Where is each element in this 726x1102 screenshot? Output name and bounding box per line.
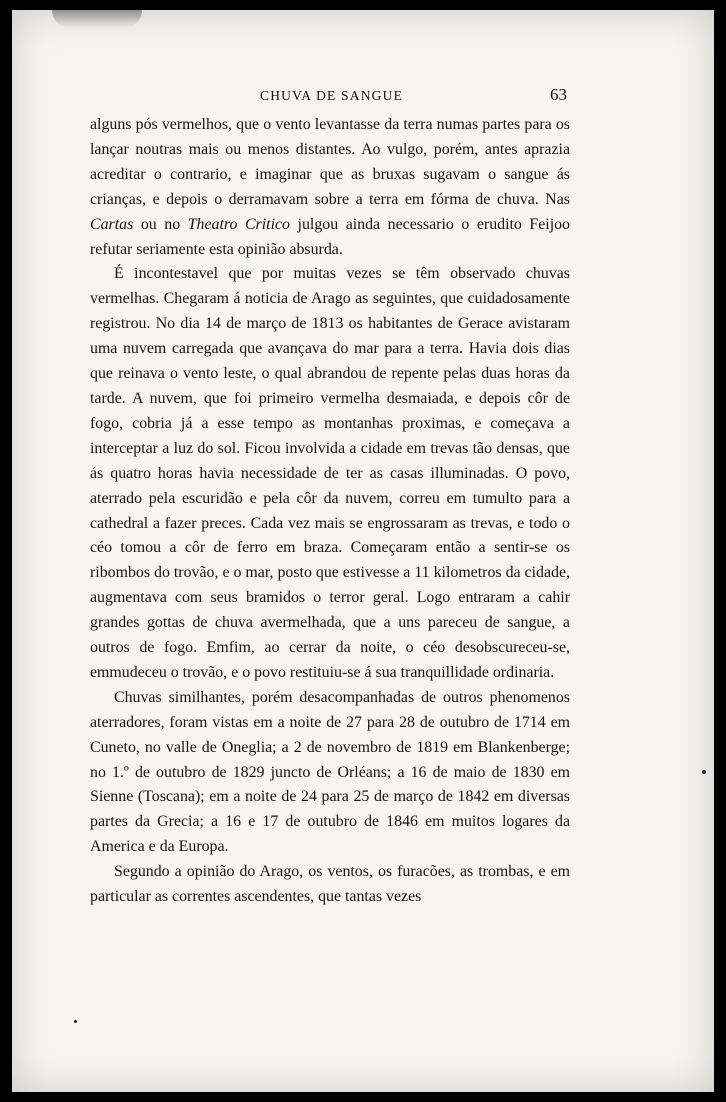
- paragraph: [90, 262, 570, 685]
- page-number: 63: [550, 85, 567, 104]
- text-run: Chuvas similhantes, porém desacompanhadas de outros phenomenos aterradores, foram vistas em a noite de 27 para 28 de outubro de 1714 em Cuneto, no valle de Oneglia; a 2 de novembro de 1819 em Blankenberge; no 1.º de outubro de 1829 juncto de Orléans; a 16 de maio de 1830 em Sienne (Toscana); em a noite de 24 para 25 de março de 1842 em diversas partes da Grecia; a 16 e 17 de outubro de 1846 em muitos logares da America e da Europa.: [90, 688, 570, 856]
- text-run: ou no: [133, 215, 188, 233]
- text-run: É incontestavel que por muitas vezes se têm observado chuvas vermelhas. Chegaram á noticia de Arago as seguintes, que cuidadosamente registrou. No dia 14 de março de 1813 os habitantes de Gerace avistaram uma nuvem carregada que avançava do mar para a terra. Havia dois dias que reinava o vento leste, o qual abrandou de repente pelas duas horas da tarde. A nuvem, que foi primeiro vermelha desmaiada, e depois côr de fogo, cobria já a esse tempo as montanhas proximas, e começava a interceptar a luz do sol. Ficou involvida a cidade em trevas tão densas, que ás quatro horas havia necessidade de ter as casas illuminadas. O povo, aterrado pela escuridão e pela côr da nuvem, correu em tumulto para a cathedral a fazer preces. Cada vez mais se engrossaram as trevas, e todo o céo tomou a côr de ferro em braza. Começaram então a sentir-se os ribombos do trovão, e o mar, posto que estivesse a 11 kilometros da cidade, augmentava com seus bramidos o terror geral. Logo entraram a cahir grandes gottas de chuva avermelhada, que a uns pareceu de sangue, a outros de fogo. Emfim, ao cerrar da noite, o céo desobscureceu-se, emmudeceu o trovão, e o povo restituiu-se á sua tranquillidade ordinaria.: [90, 265, 570, 681]
- text-run: Segundo a opinião do Arago, os ventos, os furacões, as trombas, e em particular as correntes ascendentes, que tantas vezes: [90, 863, 570, 906]
- italic-title: Theatro Critico: [187, 215, 290, 233]
- paragraph: [90, 686, 570, 860]
- text-run: julgou ainda necessario o erudito Feijoo refutar seriamente esta opinião absurda.: [90, 215, 571, 258]
- paragraph: [90, 860, 570, 910]
- scan-shadow: [52, 10, 142, 28]
- paragraph: [90, 113, 570, 262]
- text-run: alguns pós vermelhos, que o vento levantasse da terra numas partes para os lançar noutras mais ou menos distantes. Ao vulgo, porém, antes aprazia acreditar o contrario, e imaginar que as bruxas sugavam o sangue ás crianças, e depois o derramavam sobre a terra em fórma de chuva. Nas: [90, 116, 570, 208]
- running-title: CHUVA DE SANGUE: [260, 88, 404, 103]
- scan-speck: [702, 770, 706, 774]
- italic-title: Cartas: [90, 215, 134, 233]
- book-page: [12, 10, 714, 1092]
- page-header: [12, 85, 714, 112]
- scan-speck: [74, 1020, 77, 1023]
- body-text: [90, 113, 570, 910]
